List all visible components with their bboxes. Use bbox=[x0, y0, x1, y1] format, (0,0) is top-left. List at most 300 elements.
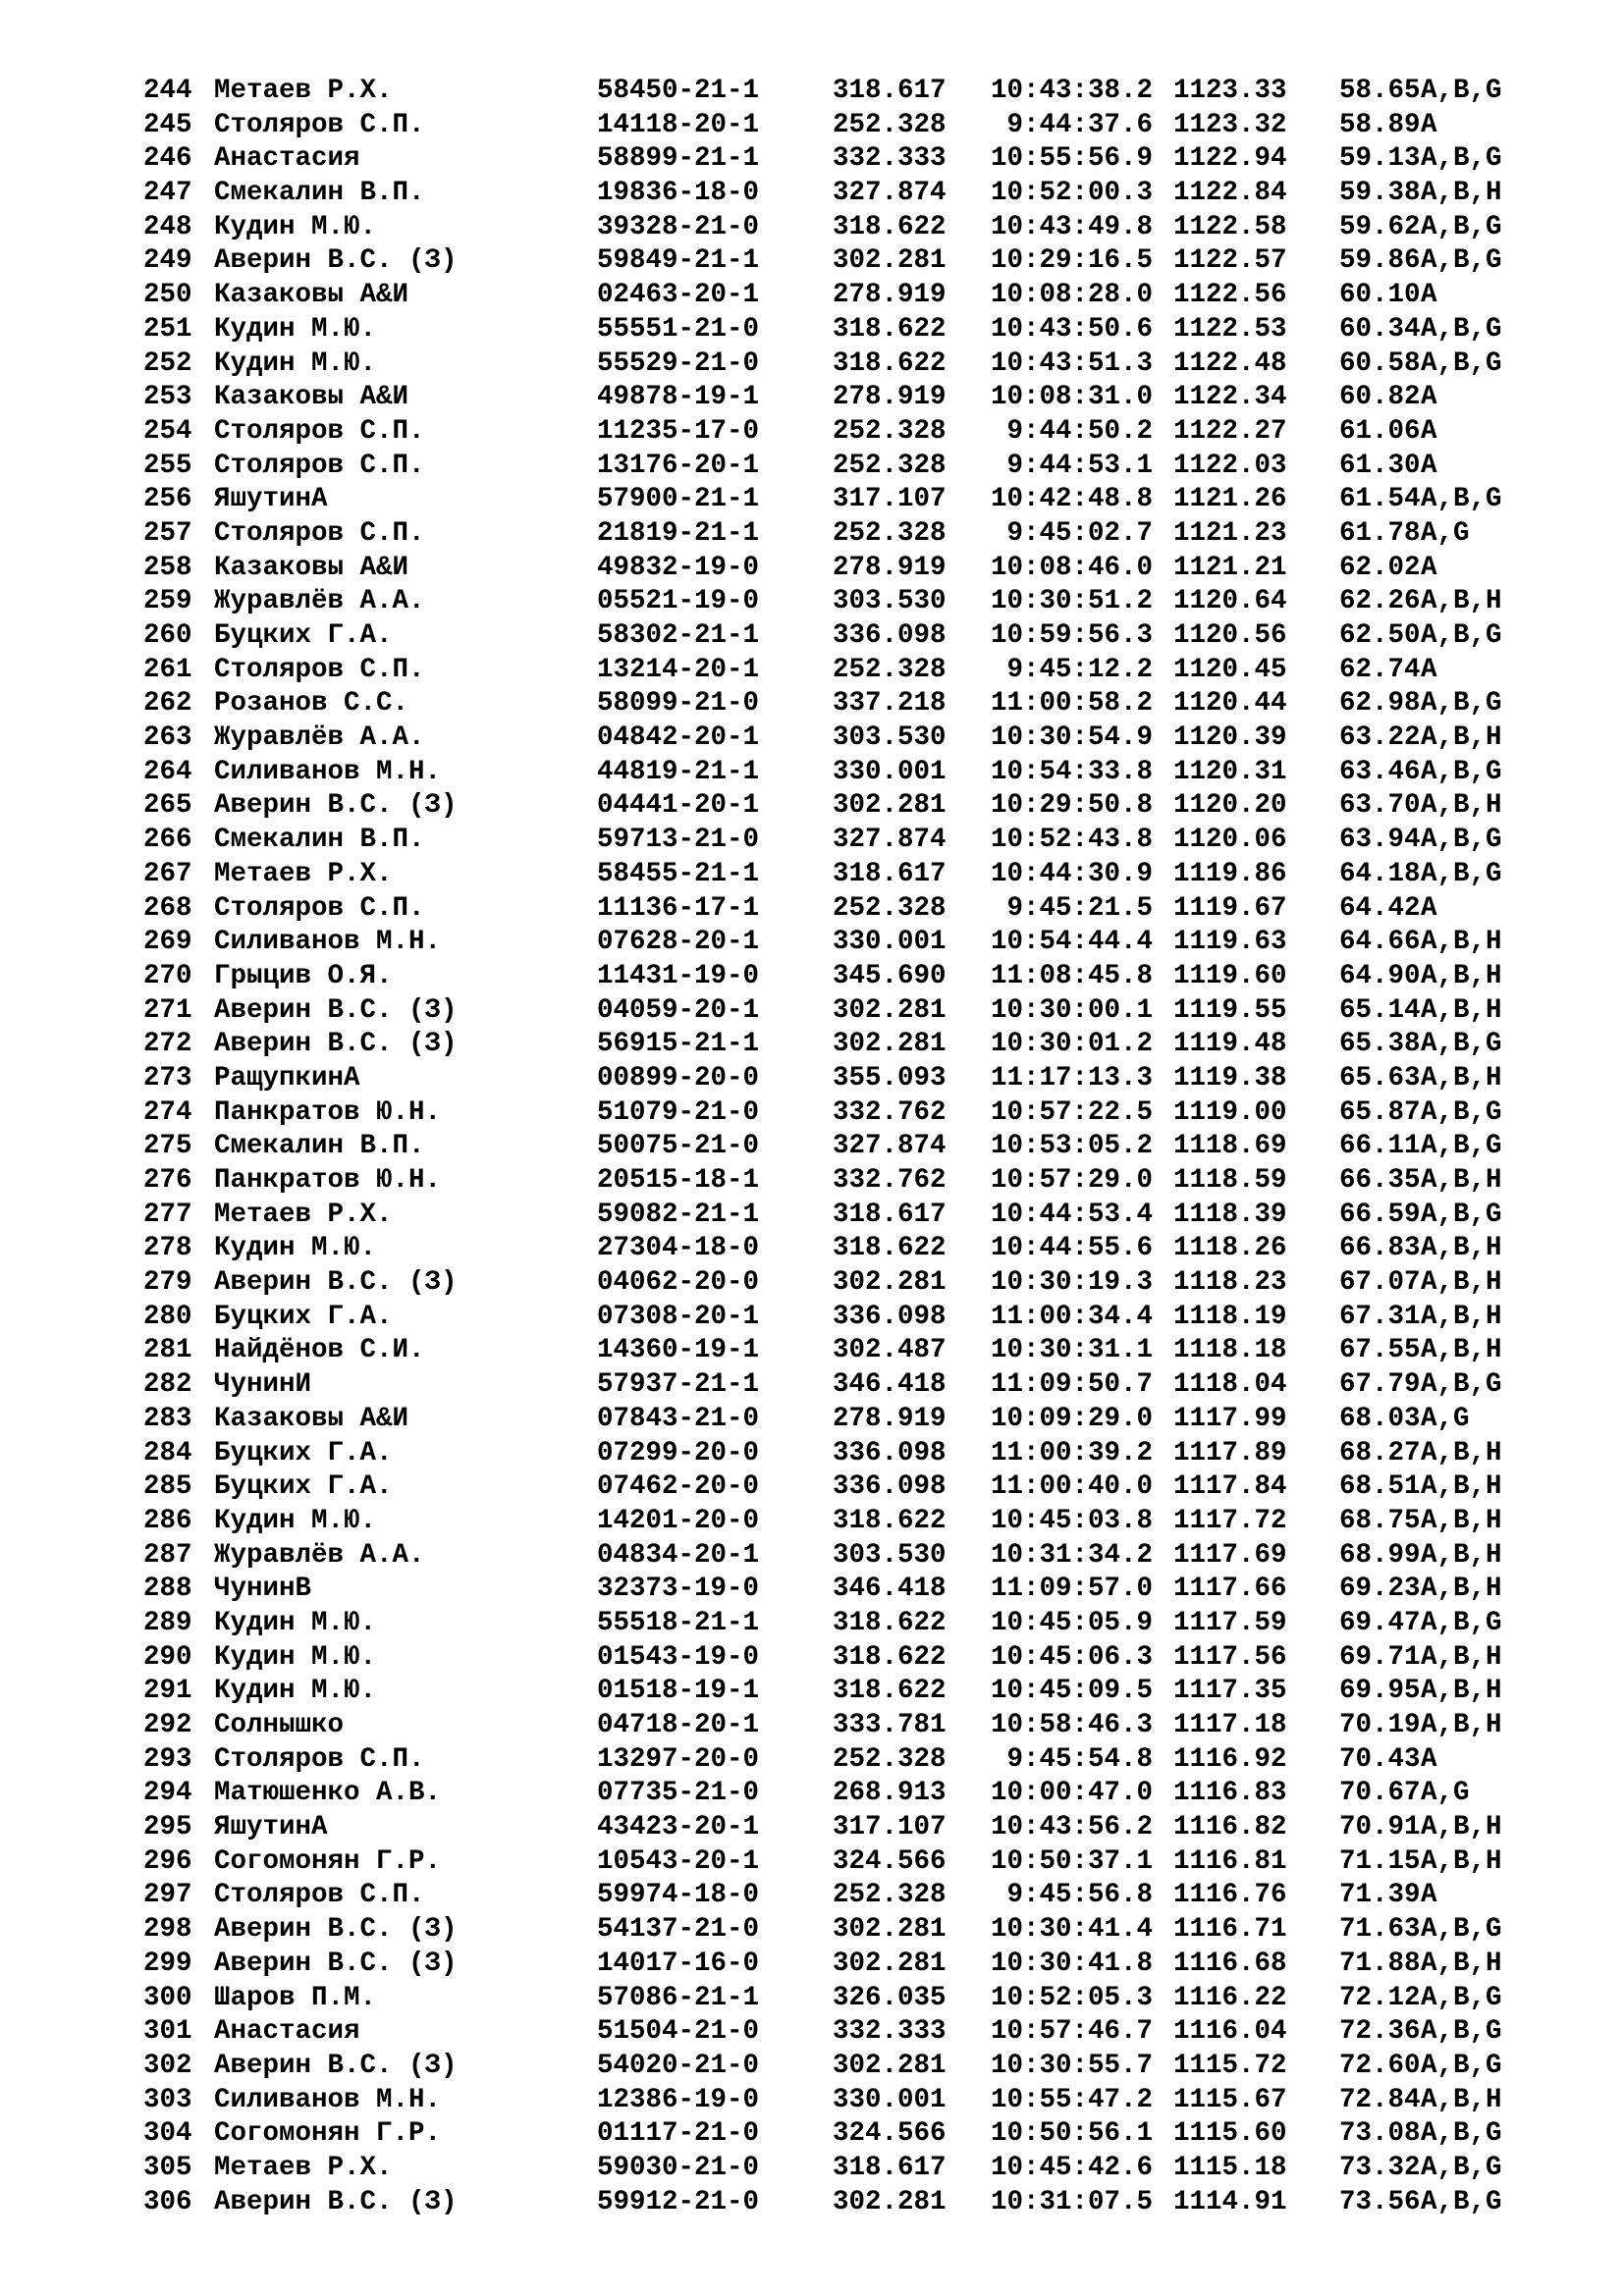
cell-place: 288 bbox=[143, 1574, 192, 1605]
cell-coefficient: 62.02 bbox=[1339, 552, 1421, 583]
cell-name: Метаев Р.Х. bbox=[214, 2152, 393, 2183]
cell-name: Аверин В.С. (З) bbox=[214, 1914, 458, 1946]
cell-time: 9:44:50.2 bbox=[1006, 415, 1153, 447]
cell-place: 284 bbox=[143, 1437, 192, 1468]
cell-coefficient: 71.63 bbox=[1339, 1914, 1421, 1946]
cell-coefficient: 71.39 bbox=[1339, 1880, 1421, 1911]
cell-place: 297 bbox=[143, 1880, 192, 1911]
cell-distance: 345.690 bbox=[833, 960, 947, 991]
cell-distance: 346.418 bbox=[833, 1574, 947, 1605]
cell-coefficient: 60.58 bbox=[1339, 347, 1421, 379]
cell-flags: A,B,G bbox=[1421, 1029, 1502, 1060]
cell-flags: A bbox=[1421, 109, 1437, 140]
cell-ring: 57937-21-1 bbox=[597, 1369, 760, 1401]
cell-flags: A,B,H bbox=[1421, 2084, 1502, 2115]
cell-time: 11:08:45.8 bbox=[990, 960, 1153, 991]
cell-place: 262 bbox=[143, 688, 192, 720]
cell-name: Буцких Г.А. bbox=[214, 1301, 393, 1332]
cell-name: Смекалин В.П. bbox=[214, 825, 425, 856]
cell-ring: 51079-21-0 bbox=[597, 1096, 760, 1128]
cell-place: 252 bbox=[143, 347, 192, 379]
cell-time: 9:45:56.8 bbox=[1006, 1880, 1153, 1911]
cell-ring: 01543-19-0 bbox=[597, 1641, 760, 1673]
cell-coefficient: 58.89 bbox=[1339, 109, 1421, 140]
cell-distance: 327.874 bbox=[833, 1131, 947, 1162]
cell-ring: 51504-21-0 bbox=[597, 2016, 760, 2048]
cell-speed: 1122.53 bbox=[1173, 313, 1287, 345]
cell-speed: 1117.89 bbox=[1173, 1437, 1287, 1468]
cell-ring: 49878-19-1 bbox=[597, 382, 760, 413]
cell-speed: 1119.67 bbox=[1173, 892, 1287, 924]
cell-speed: 1123.33 bbox=[1173, 76, 1287, 106]
cell-time: 11:09:50.7 bbox=[990, 1369, 1153, 1401]
cell-distance: 324.566 bbox=[833, 1845, 947, 1877]
cell-speed: 1123.32 bbox=[1173, 109, 1287, 140]
cell-time: 10:52:43.8 bbox=[990, 825, 1153, 856]
cell-coefficient: 63.94 bbox=[1339, 825, 1421, 856]
cell-time: 10:09:29.0 bbox=[990, 1403, 1153, 1434]
cell-flags: A bbox=[1421, 552, 1437, 583]
cell-place: 302 bbox=[143, 2050, 192, 2081]
cell-coefficient: 67.55 bbox=[1339, 1335, 1421, 1366]
cell-time: 10:57:29.0 bbox=[990, 1165, 1153, 1196]
cell-place: 287 bbox=[143, 1539, 192, 1571]
cell-name: Аверин В.С. (З) bbox=[214, 994, 458, 1026]
cell-speed: 1117.18 bbox=[1173, 1710, 1287, 1740]
cell-place: 281 bbox=[143, 1335, 192, 1366]
cell-ring: 20515-18-1 bbox=[597, 1165, 760, 1196]
cell-name: Столяров С.П. bbox=[214, 654, 425, 685]
cell-flags: A,B,H bbox=[1421, 1335, 1502, 1366]
cell-ring: 13176-20-1 bbox=[597, 450, 760, 481]
cell-time: 10:30:31.1 bbox=[990, 1335, 1153, 1366]
cell-name: ЧунинИ bbox=[214, 1369, 312, 1401]
cell-distance: 346.418 bbox=[833, 1369, 947, 1401]
cell-name: Найдёнов С.И. bbox=[214, 1335, 425, 1366]
cell-ring: 05521-19-0 bbox=[597, 586, 760, 617]
cell-coefficient: 62.26 bbox=[1339, 586, 1421, 617]
cell-distance: 252.328 bbox=[833, 517, 947, 549]
cell-speed: 1122.34 bbox=[1173, 382, 1287, 413]
cell-name: Метаев Р.Х. bbox=[214, 1199, 393, 1230]
cell-ring: 59912-21-0 bbox=[597, 2186, 760, 2217]
cell-name: Журавлёв А.А. bbox=[214, 722, 425, 754]
cell-ring: 50075-21-0 bbox=[597, 1131, 760, 1162]
cell-name: Смекалин В.П. bbox=[214, 1131, 425, 1162]
cell-name: Кудин М.Ю. bbox=[214, 313, 377, 345]
cell-time: 10:54:33.8 bbox=[990, 756, 1153, 787]
cell-time: 10:45:06.3 bbox=[990, 1641, 1153, 1673]
cell-flags: A bbox=[1421, 654, 1437, 685]
cell-coefficient: 71.15 bbox=[1339, 1845, 1421, 1877]
cell-name: Шаров П.М. bbox=[214, 1982, 377, 2013]
cell-coefficient: 69.47 bbox=[1339, 1607, 1421, 1638]
cell-place: 269 bbox=[143, 927, 192, 958]
cell-time: 10:43:56.2 bbox=[990, 1812, 1153, 1843]
cell-flags: A,B,G bbox=[1421, 2152, 1502, 2183]
cell-name: Журавлёв А.А. bbox=[214, 586, 425, 617]
cell-flags: A,B,G bbox=[1421, 1914, 1502, 1946]
cell-name: Казаковы А&И bbox=[214, 280, 409, 311]
cell-speed: 1119.00 bbox=[1173, 1096, 1287, 1128]
cell-flags: A,B,G bbox=[1421, 76, 1502, 106]
cell-speed: 1120.56 bbox=[1173, 620, 1287, 651]
cell-flags: A,B,G bbox=[1421, 1607, 1502, 1638]
cell-flags: A,B,H bbox=[1421, 1641, 1502, 1673]
cell-coefficient: 65.63 bbox=[1339, 1062, 1421, 1094]
cell-distance: 302.281 bbox=[833, 1029, 947, 1060]
cell-coefficient: 66.83 bbox=[1339, 1233, 1421, 1264]
cell-flags: A,B,G bbox=[1421, 1131, 1502, 1162]
cell-place: 264 bbox=[143, 756, 192, 787]
cell-name: Аверин В.С. (З) bbox=[214, 1948, 458, 1979]
cell-name: Буцких Г.А. bbox=[214, 1471, 393, 1503]
cell-speed: 1122.94 bbox=[1173, 143, 1287, 175]
cell-ring: 02463-20-1 bbox=[597, 280, 760, 311]
cell-coefficient: 62.98 bbox=[1339, 688, 1421, 720]
cell-flags: A,B,H bbox=[1421, 1301, 1502, 1332]
cell-coefficient: 68.03 bbox=[1339, 1403, 1421, 1434]
cell-flags: A,B,G bbox=[1421, 2186, 1502, 2217]
cell-name: Аверин В.С. (З) bbox=[214, 2050, 458, 2081]
cell-coefficient: 72.12 bbox=[1339, 1982, 1421, 2013]
cell-coefficient: 64.18 bbox=[1339, 858, 1421, 889]
cell-coefficient: 59.86 bbox=[1339, 245, 1421, 277]
cell-flags: A,B,H bbox=[1421, 994, 1502, 1026]
cell-flags: A,B,G bbox=[1421, 2118, 1502, 2150]
cell-time: 10:44:53.4 bbox=[990, 1199, 1153, 1230]
cell-speed: 1120.64 bbox=[1173, 586, 1287, 617]
cell-name: Кудин М.Ю. bbox=[214, 347, 377, 379]
cell-flags: A,B,G bbox=[1421, 688, 1502, 720]
cell-time: 10:45:42.6 bbox=[990, 2152, 1153, 2183]
cell-ring: 58302-21-1 bbox=[597, 620, 760, 651]
cell-coefficient: 61.78 bbox=[1339, 517, 1421, 549]
cell-coefficient: 66.35 bbox=[1339, 1165, 1421, 1196]
cell-name: Кудин М.Ю. bbox=[214, 1233, 377, 1264]
cell-time: 11:00:40.0 bbox=[990, 1471, 1153, 1503]
cell-speed: 1116.92 bbox=[1173, 1743, 1287, 1775]
cell-time: 10:08:28.0 bbox=[990, 280, 1153, 311]
cell-coefficient: 65.87 bbox=[1339, 1096, 1421, 1128]
cell-time: 10:44:55.6 bbox=[990, 1233, 1153, 1264]
cell-place: 276 bbox=[143, 1165, 192, 1196]
cell-ring: 13297-20-0 bbox=[597, 1743, 760, 1775]
cell-speed: 1116.22 bbox=[1173, 1982, 1287, 2013]
cell-speed: 1120.44 bbox=[1173, 688, 1287, 720]
cell-time: 9:45:21.5 bbox=[1006, 892, 1153, 924]
cell-coefficient: 65.38 bbox=[1339, 1029, 1421, 1060]
cell-speed: 1119.63 bbox=[1173, 927, 1287, 958]
cell-time: 10:30:01.2 bbox=[990, 1029, 1153, 1060]
cell-coefficient: 67.31 bbox=[1339, 1301, 1421, 1332]
cell-time: 10:43:38.2 bbox=[990, 76, 1153, 106]
cell-speed: 1114.91 bbox=[1173, 2186, 1287, 2217]
cell-name: Метаев Р.Х. bbox=[214, 76, 393, 106]
cell-flags: A,B,G bbox=[1421, 313, 1502, 345]
cell-distance: 318.617 bbox=[833, 858, 947, 889]
cell-name: Казаковы А&И bbox=[214, 552, 409, 583]
cell-name: Кудин М.Ю. bbox=[214, 1641, 377, 1673]
cell-coefficient: 60.34 bbox=[1339, 313, 1421, 345]
cell-coefficient: 70.91 bbox=[1339, 1812, 1421, 1843]
cell-time: 10:30:54.9 bbox=[990, 722, 1153, 754]
cell-speed: 1121.23 bbox=[1173, 517, 1287, 549]
cell-name: Казаковы А&И bbox=[214, 1403, 409, 1434]
cell-ring: 10543-20-1 bbox=[597, 1845, 760, 1877]
cell-distance: 252.328 bbox=[833, 892, 947, 924]
cell-coefficient: 69.23 bbox=[1339, 1574, 1421, 1605]
cell-name: Аверин В.С. (З) bbox=[214, 245, 458, 277]
cell-coefficient: 65.14 bbox=[1339, 994, 1421, 1026]
cell-distance: 252.328 bbox=[833, 654, 947, 685]
cell-place: 265 bbox=[143, 790, 192, 822]
cell-time: 10:30:55.7 bbox=[990, 2050, 1153, 2081]
cell-distance: 302.281 bbox=[833, 994, 947, 1026]
cell-ring: 04834-20-1 bbox=[597, 1539, 760, 1571]
cell-ring: 04059-20-1 bbox=[597, 994, 760, 1026]
cell-place: 286 bbox=[143, 1505, 192, 1536]
cell-ring: 14360-19-1 bbox=[597, 1335, 760, 1366]
cell-ring: 59713-21-0 bbox=[597, 825, 760, 856]
cell-ring: 57086-21-1 bbox=[597, 1982, 760, 2013]
cell-coefficient: 72.84 bbox=[1339, 2084, 1421, 2115]
cell-place: 291 bbox=[143, 1676, 192, 1707]
cell-time: 10:54:44.4 bbox=[990, 927, 1153, 958]
cell-distance: 327.874 bbox=[833, 178, 947, 209]
cell-place: 272 bbox=[143, 1029, 192, 1060]
cell-name: Столяров С.П. bbox=[214, 450, 425, 481]
cell-time: 9:45:12.2 bbox=[1006, 654, 1153, 685]
cell-coefficient: 67.07 bbox=[1339, 1267, 1421, 1299]
cell-flags: A,B,G bbox=[1421, 2050, 1502, 2081]
cell-distance: 252.328 bbox=[833, 415, 947, 447]
cell-name: Журавлёв А.А. bbox=[214, 1539, 425, 1571]
cell-name: Кудин М.Ю. bbox=[214, 211, 377, 242]
cell-speed: 1118.23 bbox=[1173, 1267, 1287, 1299]
cell-time: 10:30:51.2 bbox=[990, 586, 1153, 617]
cell-flags: A,B,H bbox=[1421, 722, 1502, 754]
cell-name: Анастасия bbox=[214, 2016, 360, 2048]
cell-coefficient: 63.70 bbox=[1339, 790, 1421, 822]
cell-ring: 32373-19-0 bbox=[597, 1574, 760, 1605]
cell-name: Аверин В.С. (З) bbox=[214, 790, 458, 822]
cell-place: 260 bbox=[143, 620, 192, 651]
cell-flags: A,B,H bbox=[1421, 960, 1502, 991]
cell-speed: 1120.45 bbox=[1173, 654, 1287, 685]
cell-coefficient: 59.13 bbox=[1339, 143, 1421, 175]
cell-ring: 14017-16-0 bbox=[597, 1948, 760, 1979]
cell-time: 10:30:41.4 bbox=[990, 1914, 1153, 1946]
cell-distance: 302.281 bbox=[833, 2186, 947, 2217]
cell-place: 257 bbox=[143, 517, 192, 549]
cell-place: 293 bbox=[143, 1743, 192, 1775]
cell-distance: 332.762 bbox=[833, 1165, 947, 1196]
cell-time: 10:44:30.9 bbox=[990, 858, 1153, 889]
cell-distance: 327.874 bbox=[833, 825, 947, 856]
cell-ring: 27304-18-0 bbox=[597, 1233, 760, 1264]
cell-coefficient: 59.62 bbox=[1339, 211, 1421, 242]
cell-time: 10:30:00.1 bbox=[990, 994, 1153, 1026]
cell-name: Кудин М.Ю. bbox=[214, 1505, 377, 1536]
cell-place: 300 bbox=[143, 1982, 192, 2013]
cell-ring: 04718-20-1 bbox=[597, 1710, 760, 1740]
cell-speed: 1115.72 bbox=[1173, 2050, 1287, 2081]
cell-name: Матюшенко А.В. bbox=[214, 1778, 442, 1809]
cell-flags: A,G bbox=[1421, 1403, 1470, 1434]
cell-ring: 01117-21-0 bbox=[597, 2118, 760, 2150]
cell-speed: 1116.04 bbox=[1173, 2016, 1287, 2048]
cell-speed: 1122.03 bbox=[1173, 450, 1287, 481]
cell-ring: 44819-21-1 bbox=[597, 756, 760, 787]
cell-speed: 1117.66 bbox=[1173, 1574, 1287, 1605]
cell-distance: 302.281 bbox=[833, 1914, 947, 1946]
cell-distance: 318.622 bbox=[833, 1676, 947, 1707]
cell-speed: 1117.56 bbox=[1173, 1641, 1287, 1673]
cell-coefficient: 71.88 bbox=[1339, 1948, 1421, 1979]
cell-name: Розанов С.С. bbox=[214, 688, 409, 720]
cell-speed: 1116.81 bbox=[1173, 1845, 1287, 1877]
cell-name: Согомонян Г.Р. bbox=[214, 2118, 442, 2150]
cell-name: ЧунинВ bbox=[214, 1574, 312, 1605]
cell-coefficient: 62.50 bbox=[1339, 620, 1421, 651]
cell-name: Столяров С.П. bbox=[214, 109, 425, 140]
cell-name: ЯшутинА bbox=[214, 484, 328, 515]
cell-name: Столяров С.П. bbox=[214, 517, 425, 549]
cell-time: 10:31:07.5 bbox=[990, 2186, 1153, 2217]
cell-distance: 252.328 bbox=[833, 109, 947, 140]
cell-place: 289 bbox=[143, 1607, 192, 1638]
cell-coefficient: 63.22 bbox=[1339, 722, 1421, 754]
cell-distance: 318.622 bbox=[833, 313, 947, 345]
cell-flags: A,B,H bbox=[1421, 178, 1502, 209]
cell-speed: 1119.38 bbox=[1173, 1062, 1287, 1094]
cell-time: 10:50:37.1 bbox=[990, 1845, 1153, 1877]
cell-place: 304 bbox=[143, 2118, 192, 2150]
cell-flags: A,B,H bbox=[1421, 1574, 1502, 1605]
cell-flags: A,B,H bbox=[1421, 1812, 1502, 1843]
cell-speed: 1120.20 bbox=[1173, 790, 1287, 822]
cell-place: 283 bbox=[143, 1403, 192, 1434]
cell-distance: 317.107 bbox=[833, 1812, 947, 1843]
cell-place: 279 bbox=[143, 1267, 192, 1299]
cell-place: 249 bbox=[143, 245, 192, 277]
cell-time: 11:00:39.2 bbox=[990, 1437, 1153, 1468]
cell-flags: A,B,G bbox=[1421, 2016, 1502, 2048]
cell-coefficient: 69.95 bbox=[1339, 1676, 1421, 1707]
cell-time: 10:31:34.2 bbox=[990, 1539, 1153, 1571]
cell-speed: 1118.18 bbox=[1173, 1335, 1287, 1366]
cell-distance: 252.328 bbox=[833, 450, 947, 481]
cell-place: 271 bbox=[143, 994, 192, 1026]
cell-coefficient: 68.27 bbox=[1339, 1437, 1421, 1468]
cell-name: Силиванов М.Н. bbox=[214, 2084, 442, 2115]
cell-place: 263 bbox=[143, 722, 192, 754]
cell-distance: 278.919 bbox=[833, 1403, 947, 1434]
cell-time: 9:45:02.7 bbox=[1006, 517, 1153, 549]
cell-ring: 39328-21-0 bbox=[597, 211, 760, 242]
cell-ring: 11136-17-1 bbox=[597, 892, 760, 924]
cell-place: 282 bbox=[143, 1369, 192, 1401]
cell-distance: 332.333 bbox=[833, 143, 947, 175]
cell-coefficient: 70.67 bbox=[1339, 1778, 1421, 1809]
cell-distance: 252.328 bbox=[833, 1743, 947, 1775]
cell-distance: 336.098 bbox=[833, 1437, 947, 1468]
cell-coefficient: 69.71 bbox=[1339, 1641, 1421, 1673]
cell-coefficient: 73.56 bbox=[1339, 2186, 1421, 2217]
cell-flags: A,B,G bbox=[1421, 756, 1502, 787]
cell-speed: 1115.60 bbox=[1173, 2118, 1287, 2150]
cell-coefficient: 59.38 bbox=[1339, 178, 1421, 209]
cell-time: 10:55:47.2 bbox=[990, 2084, 1153, 2115]
cell-name: Смекалин В.П. bbox=[214, 178, 425, 209]
cell-coefficient: 67.79 bbox=[1339, 1369, 1421, 1401]
cell-coefficient: 64.66 bbox=[1339, 927, 1421, 958]
cell-speed: 1117.35 bbox=[1173, 1676, 1287, 1707]
cell-time: 10:45:03.8 bbox=[990, 1505, 1153, 1536]
cell-coefficient: 68.75 bbox=[1339, 1505, 1421, 1536]
cell-distance: 302.281 bbox=[833, 1267, 947, 1299]
cell-speed: 1122.58 bbox=[1173, 211, 1287, 242]
cell-speed: 1122.48 bbox=[1173, 347, 1287, 379]
cell-ring: 58455-21-1 bbox=[597, 858, 760, 889]
cell-ring: 59082-21-1 bbox=[597, 1199, 760, 1230]
cell-distance: 332.333 bbox=[833, 2016, 947, 2048]
cell-ring: 07735-21-0 bbox=[597, 1778, 760, 1809]
cell-distance: 324.566 bbox=[833, 2118, 947, 2150]
cell-time: 10:45:05.9 bbox=[990, 1607, 1153, 1638]
cell-speed: 1120.06 bbox=[1173, 825, 1287, 856]
cell-name: Кудин М.Ю. bbox=[214, 1607, 377, 1638]
cell-distance: 337.218 bbox=[833, 688, 947, 720]
cell-ring: 21819-21-1 bbox=[597, 517, 760, 549]
cell-distance: 278.919 bbox=[833, 280, 947, 311]
cell-ring: 04062-20-0 bbox=[597, 1267, 760, 1299]
cell-speed: 1118.69 bbox=[1173, 1131, 1287, 1162]
cell-ring: 07308-20-1 bbox=[597, 1301, 760, 1332]
cell-place: 305 bbox=[143, 2152, 192, 2183]
cell-ring: 01518-19-1 bbox=[597, 1676, 760, 1707]
cell-place: 277 bbox=[143, 1199, 192, 1230]
cell-ring: 58099-21-0 bbox=[597, 688, 760, 720]
cell-distance: 318.622 bbox=[833, 1233, 947, 1264]
cell-place: 245 bbox=[143, 109, 192, 140]
cell-distance: 302.281 bbox=[833, 245, 947, 277]
cell-name: РащупкинА bbox=[214, 1062, 360, 1094]
cell-speed: 1118.26 bbox=[1173, 1233, 1287, 1264]
cell-speed: 1118.39 bbox=[1173, 1199, 1287, 1230]
cell-distance: 336.098 bbox=[833, 1301, 947, 1332]
cell-ring: 43423-20-1 bbox=[597, 1812, 760, 1843]
cell-ring: 04842-20-1 bbox=[597, 722, 760, 754]
cell-flags: A,G bbox=[1421, 517, 1470, 549]
cell-ring: 19836-18-0 bbox=[597, 178, 760, 209]
cell-speed: 1121.21 bbox=[1173, 552, 1287, 583]
cell-place: 266 bbox=[143, 825, 192, 856]
cell-ring: 14118-20-1 bbox=[597, 109, 760, 140]
cell-place: 295 bbox=[143, 1812, 192, 1843]
cell-distance: 355.093 bbox=[833, 1062, 947, 1094]
cell-place: 268 bbox=[143, 892, 192, 924]
cell-name: Казаковы А&И bbox=[214, 382, 409, 413]
cell-distance: 303.530 bbox=[833, 1539, 947, 1571]
cell-flags: A,B,H bbox=[1421, 1062, 1502, 1094]
cell-flags: A,B,G bbox=[1421, 245, 1502, 277]
cell-flags: A,B,G bbox=[1421, 143, 1502, 175]
cell-time: 10:57:22.5 bbox=[990, 1096, 1153, 1128]
cell-ring: 55518-21-1 bbox=[597, 1607, 760, 1638]
cell-distance: 252.328 bbox=[833, 1880, 947, 1911]
